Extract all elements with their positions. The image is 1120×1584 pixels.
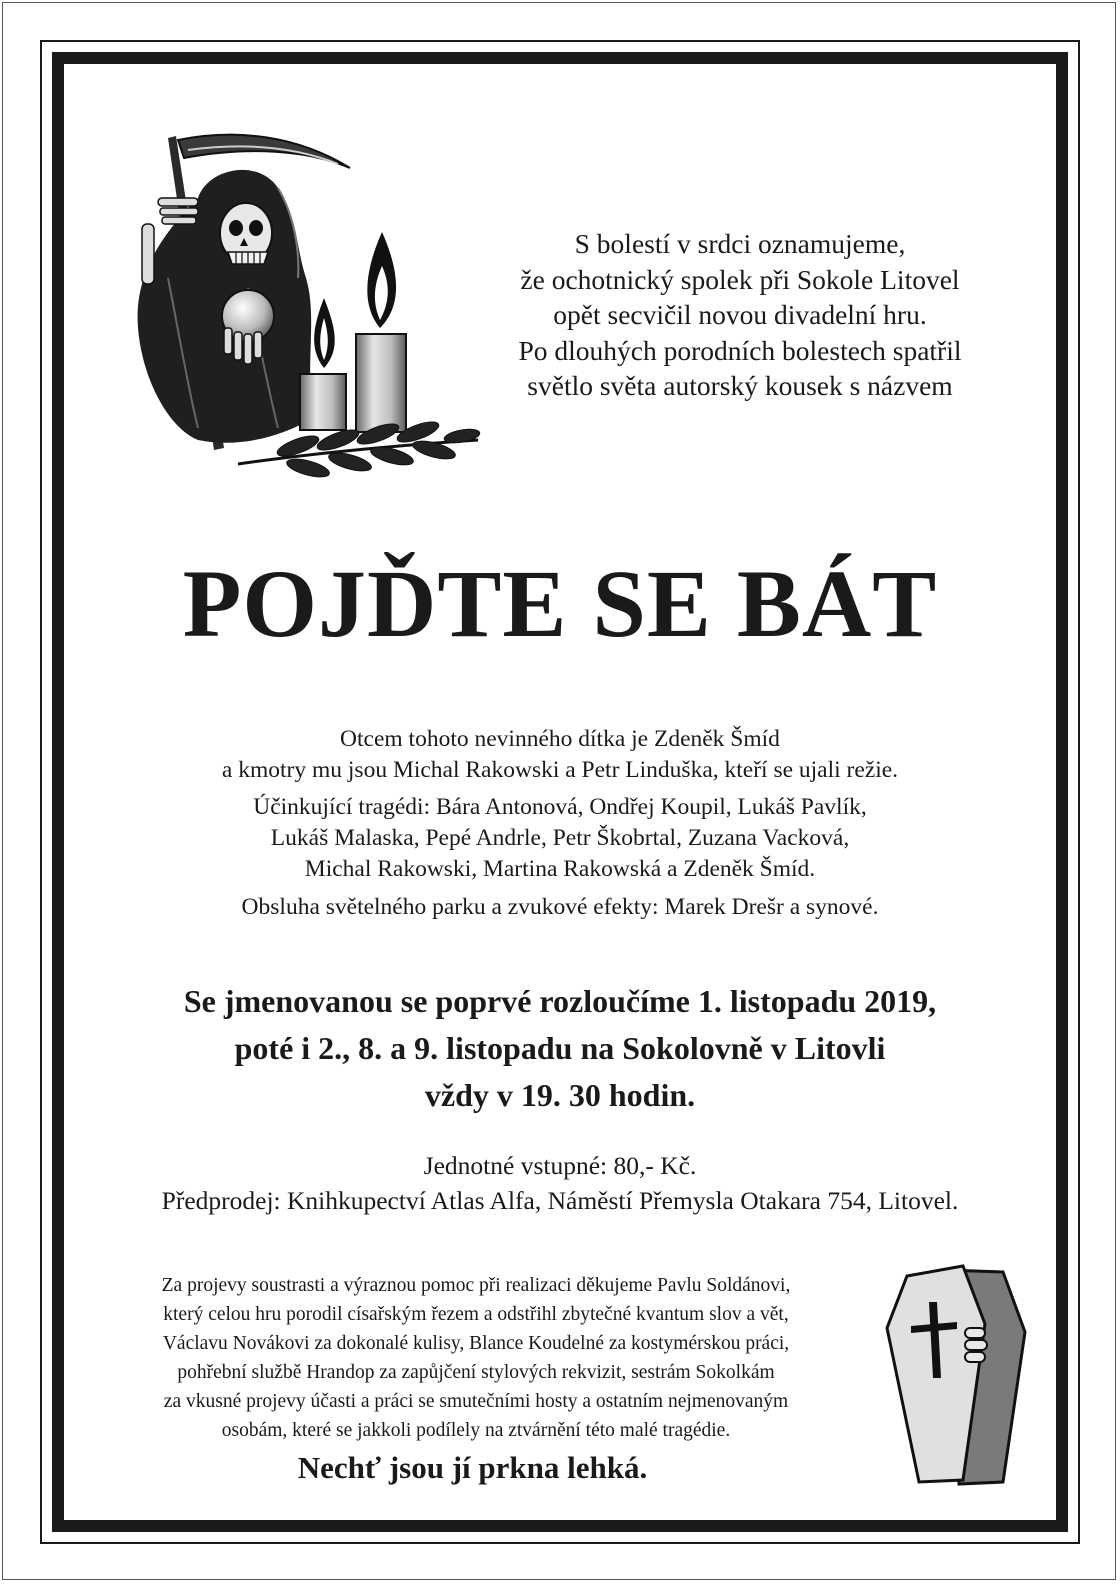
thanks-line: který celou hru porodil císařským řezem a odstřihl zbytečné kvantum slov a vět, [163, 1304, 789, 1325]
ticket-info [70, 1148, 1050, 1218]
thanks-line: Za projevy soustrasti a výraznou pomoc při realizaci děkujeme Pavlu Soldánovi, [161, 1275, 791, 1296]
intro-line: Po dlouhých porodních bolestech spatřil [518, 334, 962, 366]
dates-line: poté i 2., 8. a 9. listopadu na Sokolovně v Litovli [234, 1030, 886, 1066]
thanks-line: osobám, které se jakkoli podílely na ztvárnění této malé tragédie. [221, 1420, 731, 1441]
intro-line: opět secvičil novou divadelní hru. [553, 299, 927, 330]
ticket-presale: Předprodej: Knihkupectví Atlas Alfa, Náměstí Přemysla Otakara 754, Litovel. [161, 1186, 959, 1215]
dates-line: Se jmenovanou se poprvé rozloučíme 1. listopadu 2019, [183, 983, 937, 1019]
credits-cast: Lukáš Malaska, Pepé Andrle, Petr Škobrtal, Zuzana Vacková, [270, 825, 850, 851]
play-title: POJĎTE SE BÁT [182, 550, 938, 657]
announcement-intro [470, 226, 1010, 404]
ticket-price: Jednotné vstupné: 80,- Kč. [423, 1151, 697, 1180]
credits-directors: a kmotry mu jsou Michal Rakowski a Petr Linduška, kteří se ujali režie. [221, 757, 899, 783]
acknowledgements [82, 1271, 870, 1445]
thanks-line: pohřební službě Hrandop za zapůjčení stylových rekvizit, sestrám Sokolkám [177, 1362, 775, 1383]
intro-line: že ochotnický spolek při Sokole Litovel [520, 263, 960, 295]
credits-block [100, 724, 1020, 923]
dates-line: vždy v 19. 30 hodin. [424, 1077, 696, 1113]
coffin-icon [885, 1262, 1030, 1487]
credits-crew: Obsluha světelného parku a zvukové efekty: Marek Drešr a synové. [241, 894, 879, 920]
performance-dates [80, 978, 1040, 1119]
thanks-line: za vkusné projevy účasti a práci se smutečními hosty a ostatním nejmenovaným [163, 1391, 789, 1412]
intro-line: světlo světa autorský kousek s názvem [527, 370, 953, 401]
thanks-line: Václavu Novákovi za dokonalé kulisy, Blance Koudelné za kostymérskou práci, [162, 1333, 790, 1354]
intro-line: S bolestí v srdci oznamujeme, [574, 228, 906, 259]
credits-cast: Michal Rakowski, Martina Rakowská a Zdeněk Šmíd. [304, 856, 816, 882]
credits-cast: Účinkující tragédi: Bára Antonová, Ondřej Koupil, Lukáš Pavlík, [253, 794, 867, 820]
grim-reaper-with-candles-icon [128, 128, 488, 488]
credits-author: Otcem tohoto nevinného dítka je Zdeněk Šmíd [340, 726, 780, 752]
farewell-line: Nechť jsou jí prkna lehká. [297, 1450, 648, 1485]
